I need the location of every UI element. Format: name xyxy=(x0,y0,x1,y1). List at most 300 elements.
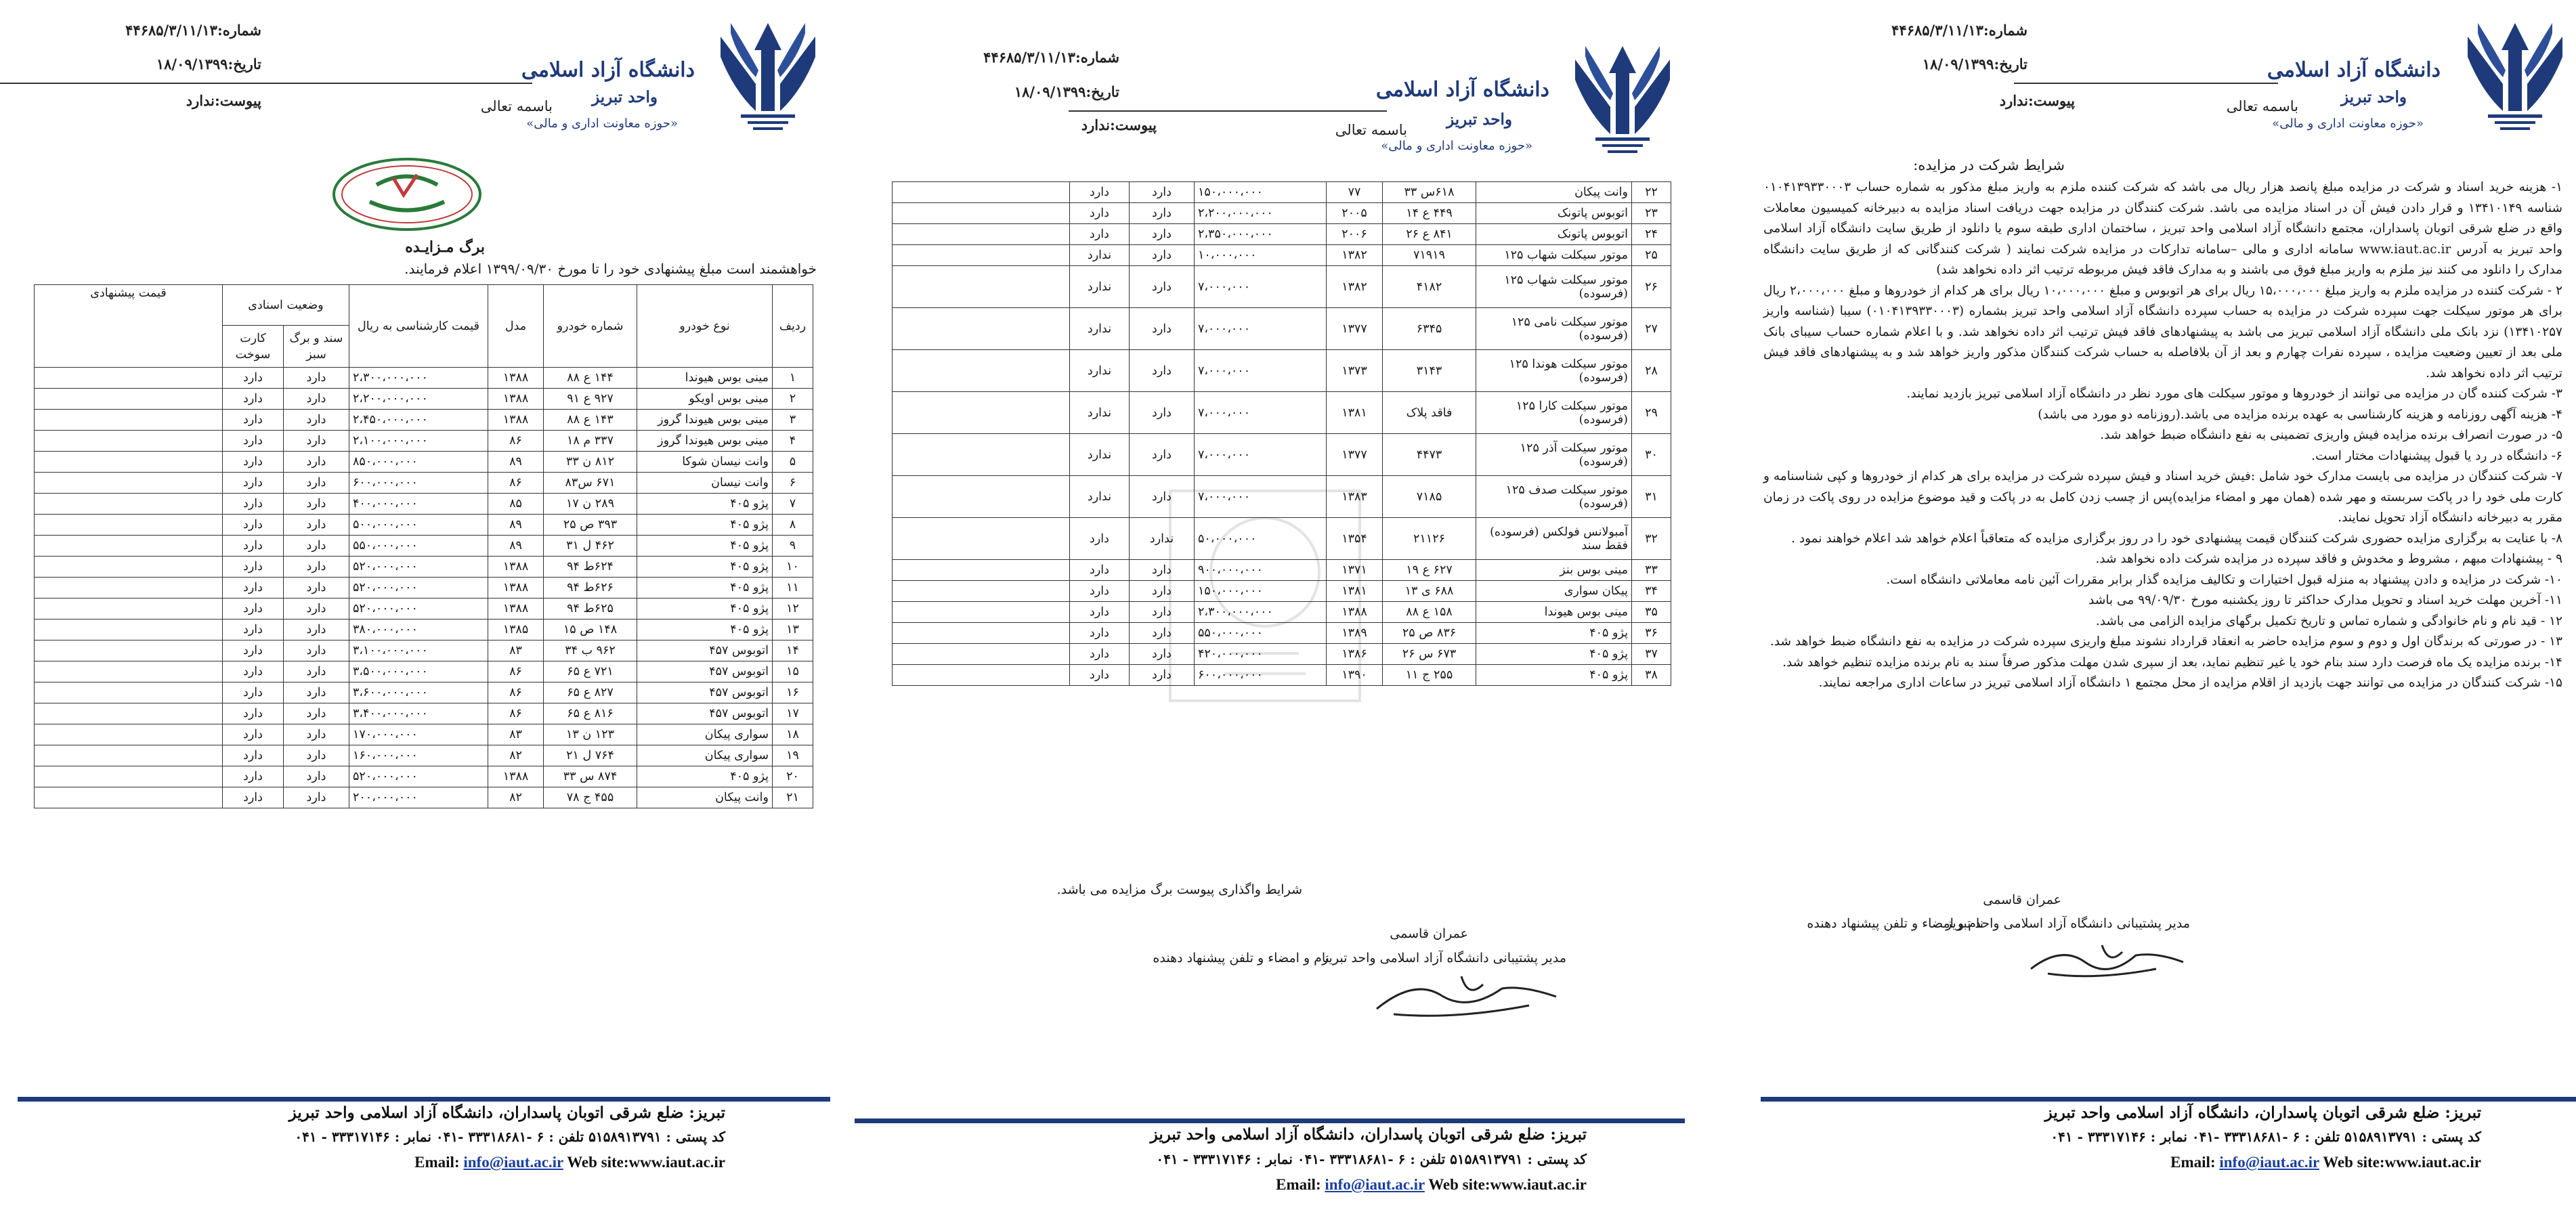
cell-appraisal: ۶۰۰،۰۰۰،۰۰۰ xyxy=(349,473,488,494)
cell-model: ۱۳۷۱ xyxy=(1327,560,1383,581)
footer-contact: کد پستی : ۵۱۵۸۹۱۳۷۹۱ تلفن : ۶ -۳۳۳۱۸۶۸۱ -۰۴۱ نمابر : ۳۳۳۱۷۱۴۶ - ۰۴۱ xyxy=(2051,1129,2481,1145)
bid-offer-cell[interactable] xyxy=(34,473,222,494)
cell-green-doc: دارد xyxy=(284,640,349,661)
cell-vehicle-type: مینی بوس بنز xyxy=(1476,560,1632,581)
page-conditions xyxy=(1761,0,2576,1216)
bid-offer-cell[interactable] xyxy=(893,182,1070,203)
cell-plate: ۲۱۱۲۶ xyxy=(1383,518,1476,560)
cell-row-number: ۷ xyxy=(773,494,813,515)
bid-offer-cell[interactable] xyxy=(893,308,1070,350)
condition-item: ۴- هزینه آگهی روزنامه و هزینه کارشناسی به عهده برنده مزایده می باشد.(روزنامه دو مورد می باشد) xyxy=(2038,407,2562,422)
cell-fuel-card: دارد xyxy=(222,515,283,536)
cell-row-number: ۵ xyxy=(773,452,813,473)
bid-offer-cell[interactable] xyxy=(34,724,222,745)
conditions-note: شرایط واگذاری پیوست برگ مزایده می باشد. xyxy=(1056,882,1302,897)
cell-model: ۱۳۸۲ xyxy=(1327,266,1383,308)
cell-row-number: ۱۴ xyxy=(773,640,813,661)
bid-offer-cell[interactable] xyxy=(893,203,1070,224)
cell-vehicle-type: پژو ۴۰۵ xyxy=(637,494,773,515)
cell-green-doc: دارد xyxy=(1130,434,1195,476)
cell-model: ۸۳ xyxy=(488,724,544,745)
table-row xyxy=(34,494,813,515)
bid-offer-cell[interactable] xyxy=(34,682,222,703)
conditions-text xyxy=(1763,177,2562,694)
bid-offer-cell[interactable] xyxy=(34,599,222,620)
cell-fuel-card: دارد xyxy=(222,661,283,682)
table-row xyxy=(34,578,813,599)
bid-offer-cell[interactable] xyxy=(34,766,222,787)
cell-fuel-card: ندارد xyxy=(1070,434,1130,476)
cell-vehicle-type: اتوبوس ۴۵۷ xyxy=(637,703,773,724)
university-name: دانشگاه آزاد اسلامی xyxy=(2267,58,2441,82)
letter-number: شماره:۴۴۶۸۵/۳/۱۱/۱۳ xyxy=(125,22,261,39)
cell-vehicle-type: پژو ۴۰۵ xyxy=(637,578,773,599)
basmala: باسمه تعالی xyxy=(1335,122,1407,138)
cell-row-number: ۳۳ xyxy=(1632,560,1671,581)
cell-vehicle-type: پژو ۴۰۵ xyxy=(637,599,773,620)
table-row xyxy=(893,560,1671,581)
bid-offer-cell[interactable] xyxy=(893,476,1070,518)
cell-fuel-card: دارد xyxy=(1070,560,1130,581)
bid-offer-cell[interactable] xyxy=(893,644,1070,665)
cell-row-number: ۱۵ xyxy=(773,661,813,682)
letter-attachment: پیوست:ندارد xyxy=(1999,92,2075,109)
form-title: برگ مـزایـده xyxy=(405,238,485,256)
table-row xyxy=(893,623,1671,644)
cell-plate: ۲۸۹ ن ۱۷ xyxy=(544,494,637,515)
cell-plate: ۱۴۸ ص ۱۵ xyxy=(544,620,637,640)
unit-name: واحد تبریز xyxy=(592,88,658,106)
cell-fuel-card: ندارد xyxy=(1070,245,1130,266)
university-name: دانشگاه آزاد اسلامی xyxy=(521,58,695,82)
table-row xyxy=(34,787,813,808)
cell-plate: ۳۱۴۳ xyxy=(1383,350,1476,392)
cell-model: ۱۳۸۸ xyxy=(488,557,544,578)
cell-fuel-card: ندارد xyxy=(1070,266,1130,308)
cell-green-doc: دارد xyxy=(284,452,349,473)
cell-model: ۸۹ xyxy=(488,452,544,473)
cell-model: ۱۳۷۷ xyxy=(1327,308,1383,350)
col-header-offer: قیمت پیشنهادی xyxy=(34,285,222,368)
header-divider xyxy=(2014,83,2278,84)
footer-contact: کد پستی : ۵۱۵۸۹۱۳۷۹۱ تلفن : ۶ -۳۳۳۱۸۶۸۱ -۰۴۱ نمابر : ۳۳۳۱۷۱۴۶ - ۰۴۱ xyxy=(1156,1151,1587,1167)
department-name: «حوزه معاونت اداری و مالی» xyxy=(2272,116,2424,131)
bid-offer-cell[interactable] xyxy=(34,515,222,536)
cell-row-number: ۴ xyxy=(773,431,813,452)
signer-title: مدیر پشتیبانی دانشگاه آزاد اسلامی واحد تبریز xyxy=(1322,951,1566,965)
cell-appraisal: ۵۲۰،۰۰۰،۰۰۰ xyxy=(349,766,488,787)
cell-model: ۱۳۸۸ xyxy=(488,766,544,787)
basmala: باسمه تعالی xyxy=(2226,98,2298,114)
cell-row-number: ۳۲ xyxy=(1632,518,1671,560)
cell-fuel-card: دارد xyxy=(1070,518,1130,560)
cell-fuel-card: دارد xyxy=(222,703,283,724)
bid-offer-cell[interactable] xyxy=(34,640,222,661)
cell-vehicle-type: موتور سیکلت آذر ۱۲۵ (فرسوده) xyxy=(1476,434,1632,476)
bid-offer-cell[interactable] xyxy=(34,452,222,473)
cell-green-doc: دارد xyxy=(1130,392,1195,434)
condition-item: ۹ - پیشنهادات مبهم ، مشروط و مخدوش و فاقد سپرده در مزایده شرکت داده نخواهد شد. xyxy=(2095,552,2562,566)
email-link[interactable]: info@iaut.ac.ir xyxy=(1325,1176,1425,1193)
table-row xyxy=(34,661,813,682)
letter-attachment: پیوست:ندارد xyxy=(1081,116,1157,133)
cell-green-doc: دارد xyxy=(284,536,349,557)
cell-vehicle-type: پژو ۴۰۵ xyxy=(1476,665,1632,686)
cell-plate: ۸۳۶ ص ۲۵ xyxy=(1383,623,1476,644)
cell-row-number: ۱۱ xyxy=(773,578,813,599)
cell-vehicle-type: اتوبوس پاتونک xyxy=(1476,203,1632,224)
cell-plate: ۱۴۴ ع ۸۸ xyxy=(544,368,637,389)
cell-row-number: ۸ xyxy=(773,515,813,536)
cell-row-number: ۳۵ xyxy=(1632,602,1671,623)
university-emblem-icon xyxy=(1568,32,1677,171)
cell-row-number: ۱۳ xyxy=(773,620,813,640)
cell-appraisal: ۱۶۰،۰۰۰،۰۰۰ xyxy=(349,745,488,766)
cell-plate: ۴۱۸۲ xyxy=(1383,266,1476,308)
cell-fuel-card: دارد xyxy=(222,620,283,640)
cell-model: ۸۶ xyxy=(488,473,544,494)
cell-vehicle-type: مینی بوس هیوندا گروز xyxy=(637,431,773,452)
cell-plate: ۶۲۴ط ۹۴ xyxy=(544,557,637,578)
table-row xyxy=(34,410,813,431)
cell-fuel-card: دارد xyxy=(222,536,283,557)
cell-fuel-card: دارد xyxy=(1070,203,1130,224)
table-row xyxy=(34,682,813,703)
bid-offer-cell[interactable] xyxy=(893,665,1070,686)
footer-divider xyxy=(1761,1097,2576,1102)
cell-row-number: ۲۰ xyxy=(773,766,813,787)
cell-green-doc: دارد xyxy=(1130,581,1195,602)
university-name: دانشگاه آزاد اسلامی xyxy=(1375,78,1549,102)
table-row xyxy=(893,434,1671,476)
cell-plate: ۶۷۱ س۸۳ xyxy=(544,473,637,494)
cell-model: ۱۳۸۶ xyxy=(1327,644,1383,665)
bid-offer-cell[interactable] xyxy=(34,661,222,682)
bid-offer-cell[interactable] xyxy=(893,245,1070,266)
cell-green-doc: دارد xyxy=(1130,644,1195,665)
email-link[interactable]: info@iaut.ac.ir xyxy=(463,1154,563,1171)
cell-plate: ۷۱۹۱۹ xyxy=(1383,245,1476,266)
bid-offer-cell[interactable] xyxy=(893,602,1070,623)
cell-green-doc: دارد xyxy=(284,368,349,389)
table-row xyxy=(34,473,813,494)
bid-offer-cell[interactable] xyxy=(34,368,222,389)
cell-model: ۸۲ xyxy=(488,745,544,766)
cell-fuel-card: دارد xyxy=(222,494,283,515)
cell-model: ۱۳۸۹ xyxy=(1327,623,1383,644)
condition-item: ۷- شرکت کنندگان در مزایده می بایست مدارک خود شامل :فیش خرید اسناد و فیش سپرده شرکت در مزایده برای هر کدام از خودروها و کپی شناسنامه و کارت ملی خود را در پاکت سربسته و مهر شده (همان مهر و امضاء مزایده)پس از چسب زدن کامل به در پاکت و قید موضوع مزایده در روی پاکت در زمان مقرر به دبیرخانه دانشگاه آزاد تحویل نمایند. xyxy=(1763,469,2562,525)
cell-vehicle-type: مینی بوس اویکو xyxy=(637,389,773,410)
cell-plate: ۷۱۸۵ xyxy=(1383,476,1476,518)
cell-model: ۸۶ xyxy=(488,661,544,682)
bid-offer-cell[interactable] xyxy=(34,389,222,410)
page-bid-form xyxy=(0,0,830,1216)
signer-name: عمران قاسمی xyxy=(1390,926,1468,941)
cell-appraisal: ۵۵۰،۰۰۰،۰۰۰ xyxy=(1195,623,1327,644)
cell-vehicle-type: مینی بوس هیوندا گروز xyxy=(637,410,773,431)
cell-vehicle-type: موتور سیکلت کارا ۱۲۵ (فرسوده) xyxy=(1476,392,1632,434)
cell-plate: ۸۲۷ ع ۶۵ xyxy=(544,682,637,703)
bid-offer-cell[interactable] xyxy=(893,224,1070,245)
cell-row-number: ۳۸ xyxy=(1632,665,1671,686)
cell-plate: ۶۲۷ ع ۱۹ xyxy=(1383,560,1476,581)
cell-green-doc: دارد xyxy=(284,787,349,808)
cell-green-doc: دارد xyxy=(1130,203,1195,224)
cell-model: ۱۳۸۸ xyxy=(488,599,544,620)
cell-vehicle-type: وانت نیسان xyxy=(637,473,773,494)
cell-row-number: ۳۴ xyxy=(1632,581,1671,602)
cell-fuel-card: دارد xyxy=(1070,224,1130,245)
cell-plate: ۹۶۲ ب ۳۴ xyxy=(544,640,637,661)
table-row xyxy=(34,368,813,389)
cell-plate: ۱۲۳ ن ۱۳ xyxy=(544,724,637,745)
cell-row-number: ۳۷ xyxy=(1632,644,1671,665)
cell-green-doc: دارد xyxy=(1130,224,1195,245)
cell-appraisal: ۱۵۰،۰۰۰،۰۰۰ xyxy=(1195,581,1327,602)
cell-green-doc: دارد xyxy=(284,389,349,410)
table-row xyxy=(893,665,1671,686)
condition-item: ۱۱- آخرین مهلت خرید اسناد و تحویل مدارک حداکثر تا روز یکشنبه مورخ ۹۹/۰۹/۳۰ می باشد xyxy=(2088,593,2562,607)
department-name: «حوزه معاونت اداری و مالی» xyxy=(1381,139,1532,153)
cell-plate: ۶۲۶ط ۹۴ xyxy=(544,578,637,599)
cell-appraisal: ۵۲۰،۰۰۰،۰۰۰ xyxy=(349,578,488,599)
cell-vehicle-type: اتوبوس ۴۵۷ xyxy=(637,640,773,661)
cell-fuel-card: دارد xyxy=(222,368,283,389)
cell-fuel-card: دارد xyxy=(1070,581,1130,602)
email-link[interactable]: info@iaut.ac.ir xyxy=(2219,1154,2319,1171)
bid-offer-cell[interactable] xyxy=(34,703,222,724)
conditions-heading: شرایط شرکت در مزایده: xyxy=(1913,157,2065,173)
cell-row-number: ۳۰ xyxy=(1632,434,1671,476)
cell-plate: ۱۵۸ ع ۸۸ xyxy=(1383,602,1476,623)
table-row xyxy=(893,518,1671,560)
cell-green-doc: دارد xyxy=(284,620,349,640)
condition-item: ۱۰- شرکت در مزایده و دادن پیشنهاد به منزله قبول اختیارات و تکالیف مزایده گذار برابر مقررات آئین نامه معاملاتی دانشگاه است. xyxy=(1886,572,2562,587)
cell-row-number: ۲ xyxy=(773,389,813,410)
cell-green-doc: دارد xyxy=(1130,560,1195,581)
cell-appraisal: ۳،۴۰۰،۰۰۰،۰۰۰ xyxy=(349,703,488,724)
cell-model: ۸۲ xyxy=(488,787,544,808)
cell-green-doc: دارد xyxy=(284,473,349,494)
bid-offer-cell[interactable] xyxy=(893,560,1070,581)
vehicle-table-continued xyxy=(892,181,1671,686)
cell-row-number: ۱۷ xyxy=(773,703,813,724)
cell-appraisal: ۱۷۰،۰۰۰،۰۰۰ xyxy=(349,724,488,745)
footer-address: تبریز: ضلع شرقی اتوبان پاسداران، دانشگاه آزاد اسلامی واحد تبریز xyxy=(288,1104,725,1122)
cell-green-doc: دارد xyxy=(284,599,349,620)
cell-appraisal: ۷،۰۰۰،۰۰۰ xyxy=(1195,392,1327,434)
cell-fuel-card: دارد xyxy=(1070,665,1130,686)
bid-offer-cell[interactable] xyxy=(34,787,222,808)
cell-plate: ۴۵۵ ج ۷۸ xyxy=(544,787,637,808)
bid-offer-cell[interactable] xyxy=(34,536,222,557)
cell-fuel-card: دارد xyxy=(222,389,283,410)
cell-model: ۱۳۵۴ xyxy=(1327,518,1383,560)
cell-fuel-card: دارد xyxy=(222,473,283,494)
bid-offer-cell[interactable] xyxy=(893,518,1070,560)
table-row xyxy=(893,392,1671,434)
vehicle-bid-table xyxy=(34,284,813,808)
cell-fuel-card: ندارد xyxy=(1070,476,1130,518)
cell-green-doc: دارد xyxy=(1130,308,1195,350)
table-row xyxy=(893,245,1671,266)
col-header-type: نوع خودرو xyxy=(637,285,773,368)
bid-offer-cell[interactable] xyxy=(893,434,1070,476)
cell-model: ۲۰۰۶ xyxy=(1327,224,1383,245)
cell-vehicle-type: وانت پیکان xyxy=(637,787,773,808)
cell-green-doc: دارد xyxy=(284,766,349,787)
cell-green-doc: دارد xyxy=(284,515,349,536)
department-name: «حوزه معاونت اداری و مالی» xyxy=(526,116,678,131)
cell-model: ۱۳۸۸ xyxy=(1327,602,1383,623)
cell-appraisal: ۴۰۰،۰۰۰،۰۰۰ xyxy=(349,494,488,515)
cell-fuel-card: دارد xyxy=(222,578,283,599)
header-divider xyxy=(0,83,532,84)
cell-appraisal: ۲،۳۰۰،۰۰۰،۰۰۰ xyxy=(1195,602,1327,623)
letter-number: شماره:۴۴۶۸۵/۳/۱۱/۱۳ xyxy=(1891,22,2027,39)
cell-plate: ۷۲۱ ع ۶۵ xyxy=(544,661,637,682)
bidder-signature-label: نام و امضاء و تلفن پیشنهاد دهنده xyxy=(1153,951,1329,965)
cell-appraisal: ۵۰۰،۰۰۰،۰۰۰ xyxy=(349,515,488,536)
cell-fuel-card: دارد xyxy=(222,682,283,703)
table-row xyxy=(893,203,1671,224)
footer-web: Email: info@iaut.ac.ir Web site:www.iaut.ac.ir xyxy=(1276,1176,1587,1193)
footer-divider xyxy=(18,1097,830,1102)
table-row xyxy=(893,644,1671,665)
cell-green-doc: دارد xyxy=(284,494,349,515)
cell-appraisal: ۱۰،۰۰۰،۰۰۰ xyxy=(1195,245,1327,266)
university-emblem-icon xyxy=(2461,9,2569,148)
table-row xyxy=(893,476,1671,518)
cell-model: ۷۷ xyxy=(1327,182,1383,203)
cell-green-doc: دارد xyxy=(284,682,349,703)
cell-appraisal: ۳۸۰،۰۰۰،۰۰۰ xyxy=(349,620,488,640)
cell-green-doc: دارد xyxy=(284,745,349,766)
cell-appraisal: ۲،۲۰۰،۰۰۰،۰۰۰ xyxy=(349,389,488,410)
cell-green-doc: دارد xyxy=(1130,245,1195,266)
condition-item: ۸- با عنایت به برگزاری مزایده حضوری شرکت کنندگان قیمت پیشنهادی خود را در روز برگزاری مزایده که متعاقباً اعلام خواهد شد اعلام خواهند نمود . xyxy=(1791,531,2562,546)
cell-vehicle-type: پژو ۴۰۵ xyxy=(637,515,773,536)
cell-model: ۱۳۸۸ xyxy=(488,578,544,599)
signer-title: مدیر پشتیبانی دانشگاه آزاد اسلامی واحد تبریز xyxy=(1946,916,2190,931)
signature-icon xyxy=(1367,961,1570,1022)
cell-appraisal: ۸۵۰،۰۰۰،۰۰۰ xyxy=(349,452,488,473)
cell-appraisal: ۷،۰۰۰،۰۰۰ xyxy=(1195,476,1327,518)
col-header-model: مدل xyxy=(488,285,544,368)
footer-address: تبریز: ضلع شرقی اتوبان پاسداران، دانشگاه آزاد اسلامی واحد تبریز xyxy=(1150,1125,1587,1144)
unit-name: واحد تبریز xyxy=(2341,88,2407,106)
cell-appraisal: ۹۰۰،۰۰۰،۰۰۰ xyxy=(1195,560,1327,581)
table-row xyxy=(893,581,1671,602)
bid-offer-cell[interactable] xyxy=(893,392,1070,434)
cell-model: ۸۵ xyxy=(488,494,544,515)
cell-appraisal: ۲۰۰،۰۰۰،۰۰۰ xyxy=(349,787,488,808)
cell-fuel-card: دارد xyxy=(222,640,283,661)
cell-fuel-card: دارد xyxy=(222,766,283,787)
cell-green-doc: دارد xyxy=(284,431,349,452)
cell-row-number: ۲۵ xyxy=(1632,245,1671,266)
col-header-fuel-card: کارت سوخت xyxy=(222,326,283,368)
bid-offer-cell[interactable] xyxy=(34,410,222,431)
col-header-plate: شماره خودرو xyxy=(544,285,637,368)
cell-plate: ۶۸۸ ی ۱۳ xyxy=(1383,581,1476,602)
cell-vehicle-type: وانت نیسان شوکا xyxy=(637,452,773,473)
bid-offer-cell[interactable] xyxy=(34,494,222,515)
cell-vehicle-type: اتوبوس ۴۵۷ xyxy=(637,682,773,703)
cell-fuel-card: دارد xyxy=(222,724,283,745)
cell-model: ۸۹ xyxy=(488,515,544,536)
bid-offer-cell[interactable] xyxy=(893,266,1070,308)
cell-row-number: ۲۸ xyxy=(1632,350,1671,392)
bid-offer-cell[interactable] xyxy=(34,557,222,578)
letter-number: شماره:۴۴۶۸۵/۳/۱۱/۱۳ xyxy=(983,49,1119,66)
cell-green-doc: دارد xyxy=(1130,665,1195,686)
cell-plate: ۳۹۳ ص ۲۵ xyxy=(544,515,637,536)
condition-item: ۵- در صورت انصراف برنده مزایده فیش واریزی تضمینی به نفع دانشگاه ضبط خواهد شد. xyxy=(2100,428,2562,442)
cell-fuel-card: دارد xyxy=(222,745,283,766)
table-row xyxy=(34,452,813,473)
cell-green-doc: دارد xyxy=(1130,623,1195,644)
bid-offer-cell[interactable] xyxy=(34,431,222,452)
cell-fuel-card: دارد xyxy=(222,452,283,473)
cell-plate: ۸۱۲ ن ۳۳ xyxy=(544,452,637,473)
cell-fuel-card: دارد xyxy=(222,787,283,808)
bid-offer-cell[interactable] xyxy=(893,581,1070,602)
bid-offer-cell[interactable] xyxy=(893,350,1070,392)
cell-fuel-card: دارد xyxy=(222,410,283,431)
cell-row-number: ۶ xyxy=(773,473,813,494)
cell-plate: ۶۷۳ س ۲۶ xyxy=(1383,644,1476,665)
condition-item: ۶- دانشگاه در رد یا قبول پیشنهادات مختار است. xyxy=(2311,448,2562,463)
cell-appraisal: ۵۰،۰۰۰،۰۰۰ xyxy=(1195,518,1327,560)
bid-offer-cell[interactable] xyxy=(34,620,222,640)
condition-item: ۱- هزینه خرید اسناد و شرکت در مزایده مبلغ پانصد هزار ریال می باشد که شرکت کننده ملزم به واریز مبلغ مذکور به شماره حساب ۰۱۰۴۱۳۹۳۳۰۰۰۳ شناسه ۱۳۴۱۰۱۴۹ و قرار دادن فیش آن در اسناد مزایده می باشد. شرکت کنندگان در مزایده جهت دریافت اسناد مزایده به دبیرخانه کمیسیون معاملات واقع در ضلع شرقی اتوبان پاسداران، مجتمع دانشگاه آزاد اسلامی واحد تبریز ، ساختمان اداری طبقه سوم یا دانلود از طریق سایت دانشگاه آزاد اسلامی واحد تبریز به آدرس www.iaut.ac.ir سامانه اداری و مالی –سامانه تدارکات در مزایده شرکت نمایند ( شرکت کنندگانی که از طریق سایت دانشگاه مدارک را دانلود می کنند نیز ملزم به واریز مبلغ فوق می باشند و به مدارک فاقد فیش مربوطه ترتیب اثر داده نخواهد شد) xyxy=(1763,180,2562,277)
cell-plate: ۸۱۶ ع ۶۵ xyxy=(544,703,637,724)
cell-plate: ۶۲۵ط ۹۴ xyxy=(544,599,637,620)
cell-plate: ۲۵۵ ج ۱۱ xyxy=(1383,665,1476,686)
cell-appraisal: ۷،۰۰۰،۰۰۰ xyxy=(1195,350,1327,392)
table-row xyxy=(34,745,813,766)
cell-row-number: ۲۹ xyxy=(1632,392,1671,434)
unit-name: واحد تبریز xyxy=(1446,110,1512,129)
cell-model: ۸۶ xyxy=(488,682,544,703)
cell-fuel-card: دارد xyxy=(222,557,283,578)
cell-model: ۸۳ xyxy=(488,640,544,661)
cell-vehicle-type: سواری پیکان xyxy=(637,724,773,745)
cell-green-doc: دارد xyxy=(1130,182,1195,203)
cell-model: ۸۶ xyxy=(488,431,544,452)
bid-offer-cell[interactable] xyxy=(34,745,222,766)
cell-model: ۲۰۰۵ xyxy=(1327,203,1383,224)
letter-date: تاریخ:۱۸/۰۹/۱۳۹۹ xyxy=(1922,56,2027,72)
bid-offer-cell[interactable] xyxy=(34,578,222,599)
footer-address: تبریز: ضلع شرقی اتوبان پاسداران، دانشگاه آزاد اسلامی واحد تبریز xyxy=(2044,1104,2481,1122)
cell-model: ۱۳۸۸ xyxy=(488,368,544,389)
cell-row-number: ۲۷ xyxy=(1632,308,1671,350)
letter-date: تاریخ:۱۸/۰۹/۱۳۹۹ xyxy=(1014,83,1119,100)
year-slogan-emblem-icon xyxy=(329,154,485,234)
table-row xyxy=(34,431,813,452)
bid-offer-cell[interactable] xyxy=(893,623,1070,644)
cell-row-number: ۳۱ xyxy=(1632,476,1671,518)
cell-row-number: ۱۸ xyxy=(773,724,813,745)
table-row xyxy=(893,182,1671,203)
cell-plate: ۶۱۸س ۳۳ xyxy=(1383,182,1476,203)
table-row xyxy=(34,536,813,557)
cell-fuel-card: دارد xyxy=(1070,182,1130,203)
cell-vehicle-type: پژو ۴۰۵ xyxy=(637,766,773,787)
cell-model: ۱۳۸۳ xyxy=(1327,476,1383,518)
